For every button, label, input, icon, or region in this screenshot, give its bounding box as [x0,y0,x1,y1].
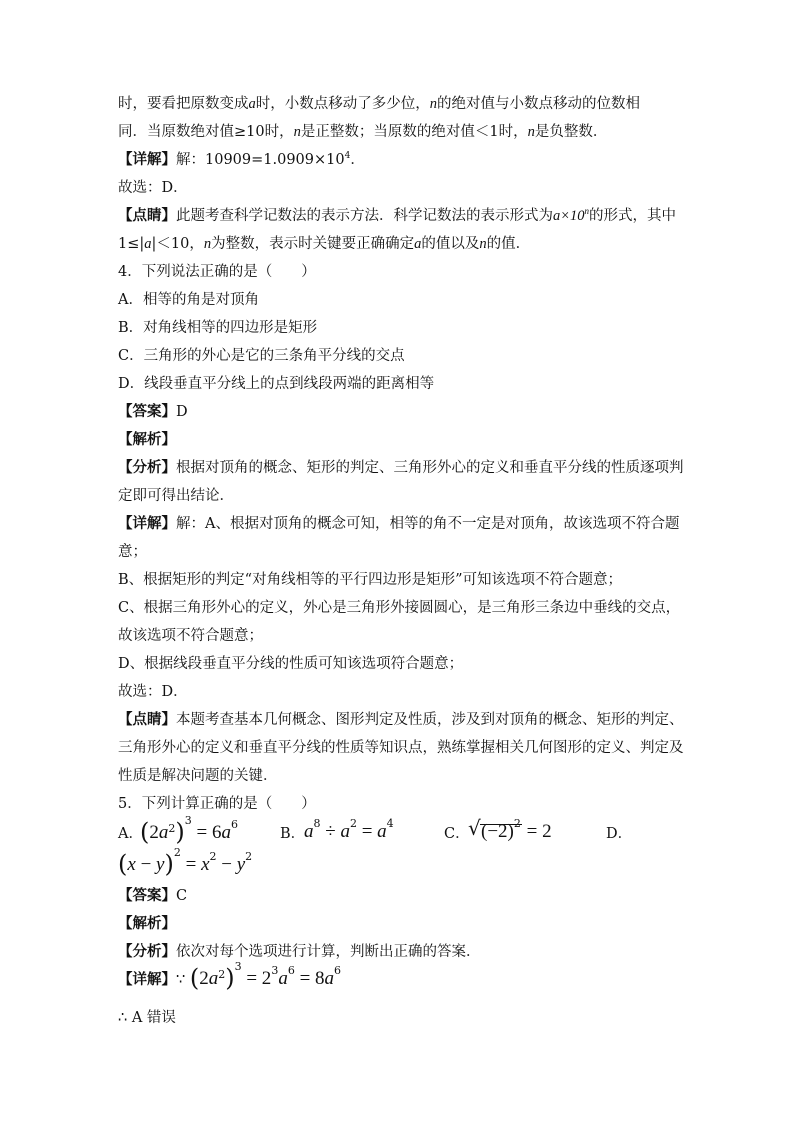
question-5-option-a-formula: $(2a^2)^3 = 6a^6$ [140,814,238,846]
question-4-option-a: A．相等的角是对顶角 [118,292,259,308]
question-5-options [118,814,678,854]
question-4-analysis-2: 定即可得出结论． [118,488,234,504]
detail-line: 【详解】解：$10909=1.0909\times 10^4$． [118,151,365,168]
question-4-detail-5: 故该选项不符合题意； [118,628,263,644]
question-4-detail-4: C、根据三角形外心的定义，外心是三角形外接圆圆心，是三角形三条边中垂线的交点， [118,600,681,616]
question-5-conclusion: ∴ A 错误 [118,1010,176,1026]
question-5-option-c-label: C． [444,826,470,842]
question-4-option-b: B．对角线相等的四边形是矩形 [118,320,318,336]
question-5-answer: 【答案】C [118,887,188,904]
question-5-option-b-formula: $a^8 \div a^2 = a^4$ [304,817,394,842]
text-line-1: 时，要看把原数变成a时，小数点移动了多少位，n的绝对值与小数点移动的位数相 [118,96,640,112]
question-4-title: 4．下列说法正确的是（ ） [118,264,316,280]
question-5-option-a-label: A． [118,826,143,842]
question-4-comment-2: 三角形外心的定义和垂直平分线的性质等知识点，熟练掌握相关几何图形的定义、判定及 [118,740,684,756]
text-line-2: 同．当原数绝对值≥10时，n是正整数；当原数的绝对值＜1时，n是负整数． [118,124,608,140]
question-4-select: 故选：D． [118,684,188,700]
question-4-answer: 【答案】D [118,403,188,420]
question-4-detail-2: 意； [118,544,147,560]
question-4-analysis-heading: 【解析】 [118,431,176,448]
question-5-analysis: 【分析】依次对每个选项进行计算，判断出正确的答案． [118,943,481,960]
question-4-detail-3: B、根据矩形的判定“对角线相等的平行四边形是矩形”可知该选项不符合题意； [118,572,622,588]
question-4-detail-6: D、根据线段垂直平分线的性质可知该选项符合题意； [118,656,464,672]
question-4-comment-1: 【点睛】本题考查基本几何概念、图形判定及性质，涉及到对顶角的概念、矩形的判定、 [118,711,684,728]
answer-select-line: 故选：D． [118,180,188,196]
question-5-option-c-formula: √ $(-2)^2 = 2$ [468,816,552,842]
question-5-option-b-label: B． [280,826,306,842]
question-5-title: 5．下列计算正确的是（ ） [118,796,316,812]
comment-line-2: 1≤|a|＜10，n为整数，表示时关键要正确确定a的值以及n的值． [118,236,531,252]
comment-line-1: 【点睛】此题考查科学记数法的表示方法．科学记数法的表示形式为$a\times 10^n$的形式，其中 [118,206,677,224]
question-5-option-d-label: D． [606,826,633,842]
question-5-option-d-formula: $(x - y)^2 = x^2 - y^2$ [118,846,253,878]
question-4-option-c: C．三角形的外心是它的三条角平分线的交点 [118,348,405,364]
question-4-analysis-1: 【分析】根据对顶角的概念、矩形的判定、三角形外心的定义和垂直平分线的性质逐项判 [118,459,684,476]
question-5-detail: 【详解】∵ $(2a^2)^3 = 2^3a^6 = 8a^6$ [118,960,342,992]
question-4-comment-3: 性质是解决问题的关键． [118,768,278,784]
question-4-option-d: D．线段垂直平分线上的点到线段两端的距离相等 [118,376,435,392]
question-5-analysis-heading: 【解析】 [118,915,176,932]
question-4-detail-1: 【详解】解：A、根据对顶角的概念可知，相等的角不一定是对顶角，故该选项不符合题 [118,515,680,532]
